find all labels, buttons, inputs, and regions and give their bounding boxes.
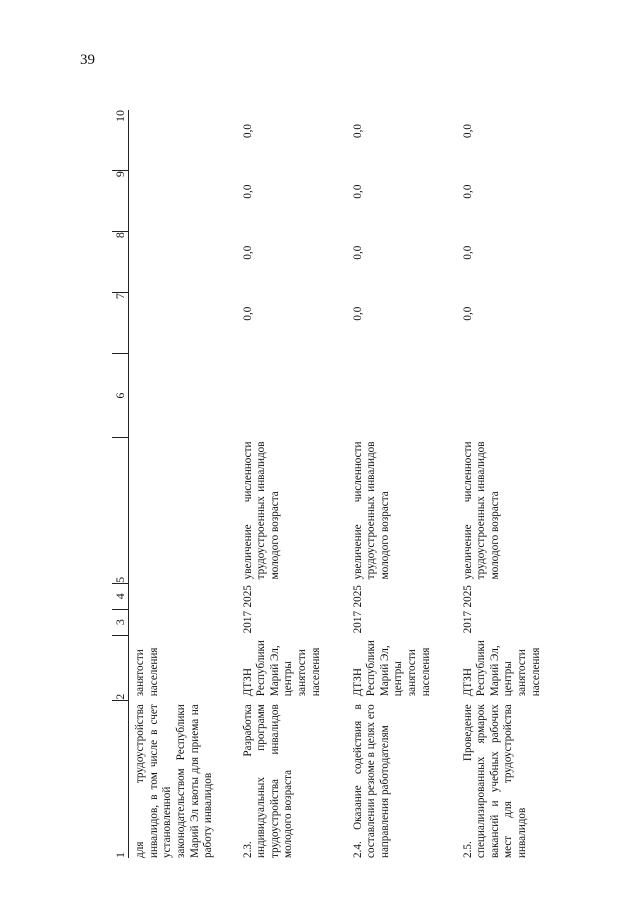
value-col-7: 0,0 (351, 306, 364, 321)
executor-text: занятости населения (134, 647, 160, 697)
table-row-2-4 (347, 110, 457, 858)
expected-result (129, 437, 237, 583)
column-6-value (237, 354, 347, 438)
executor-text: ДТЗН Республики Марий Эл, центры занятости населения (241, 640, 322, 697)
column-6-value (457, 354, 567, 438)
measure-text: 2.5. Проведение специализированных ярмарок вакансий и учебных рабочих мест для трудоустройства инвалидов (461, 704, 529, 858)
value-col-9: 0,0 (241, 184, 254, 199)
expected-result: увеличение численности трудоустроенных инвалидов молодого возраста (241, 441, 281, 580)
table-row-2-5 (457, 110, 567, 858)
column-header-3: 3 (112, 609, 129, 635)
column-header-9: 9 (112, 171, 129, 232)
value-col-7: 0,0 (241, 306, 254, 321)
column-6-value (129, 354, 237, 438)
rotated-table-container (112, 110, 632, 858)
table-row-2-3 (237, 110, 347, 858)
value-col-7: 0,0 (461, 306, 474, 321)
start-year: 2017 (461, 610, 474, 634)
value-col-7 (129, 293, 237, 354)
executor-text: ДТЗН Республики Марий Эл, центры занятости населения (351, 640, 432, 697)
value-col-10: 0,0 (241, 124, 254, 138)
page-number: 39 (80, 52, 95, 68)
column-header-8: 8 (112, 232, 129, 293)
value-col-9: 0,0 (351, 184, 364, 199)
start-year: 2017 (351, 610, 364, 634)
column-header-5: 5 (112, 437, 129, 583)
expected-result: увеличение численности трудоустроенных инвалидов молодого возраста (461, 441, 501, 580)
column-header-6: 6 (112, 354, 129, 438)
expected-result: увеличение численности трудоустроенных инвалидов молодого возраста (351, 441, 391, 580)
program-measures-table (112, 110, 567, 858)
value-col-8: 0,0 (351, 245, 364, 260)
column-number-header-row (112, 110, 129, 858)
end-year: 2025 (241, 585, 254, 608)
column-header-7: 7 (112, 293, 129, 354)
value-col-8 (129, 232, 237, 293)
measure-text: 2.3. Разработка индивидуальных программ трудоустройства инвалидов молодого возраста (241, 704, 295, 858)
column-header-2: 2 (112, 635, 129, 700)
column-header-10: 10 (112, 110, 129, 171)
value-col-9: 0,0 (461, 184, 474, 199)
value-col-8: 0,0 (461, 245, 474, 260)
measure-text: 2.4. Оказание содействия в составлении резюме в целях его направления работодателям (351, 704, 391, 858)
column-6-value (347, 354, 457, 438)
start-year: 2017 (241, 610, 254, 634)
value-col-10: 0,0 (461, 124, 474, 138)
value-col-8: 0,0 (241, 245, 254, 260)
end-year: 2025 (351, 585, 364, 608)
start-year (129, 609, 237, 635)
value-col-10 (129, 110, 237, 171)
table-row-continuation (129, 110, 237, 858)
column-header-4: 4 (112, 583, 129, 609)
measure-text: для трудоустройства инвалидов, в том числе в счет установленной законодательством Республики Марий Эл квоты для приема на работу инвалидов (134, 704, 215, 858)
end-year: 2025 (461, 585, 474, 608)
column-header-1: 1 (112, 700, 129, 858)
value-col-9 (129, 171, 237, 232)
end-year (129, 583, 237, 609)
executor-text: ДТЗН Республики Марий Эл, центры занятости населения (461, 640, 542, 697)
value-col-10: 0,0 (351, 124, 364, 138)
